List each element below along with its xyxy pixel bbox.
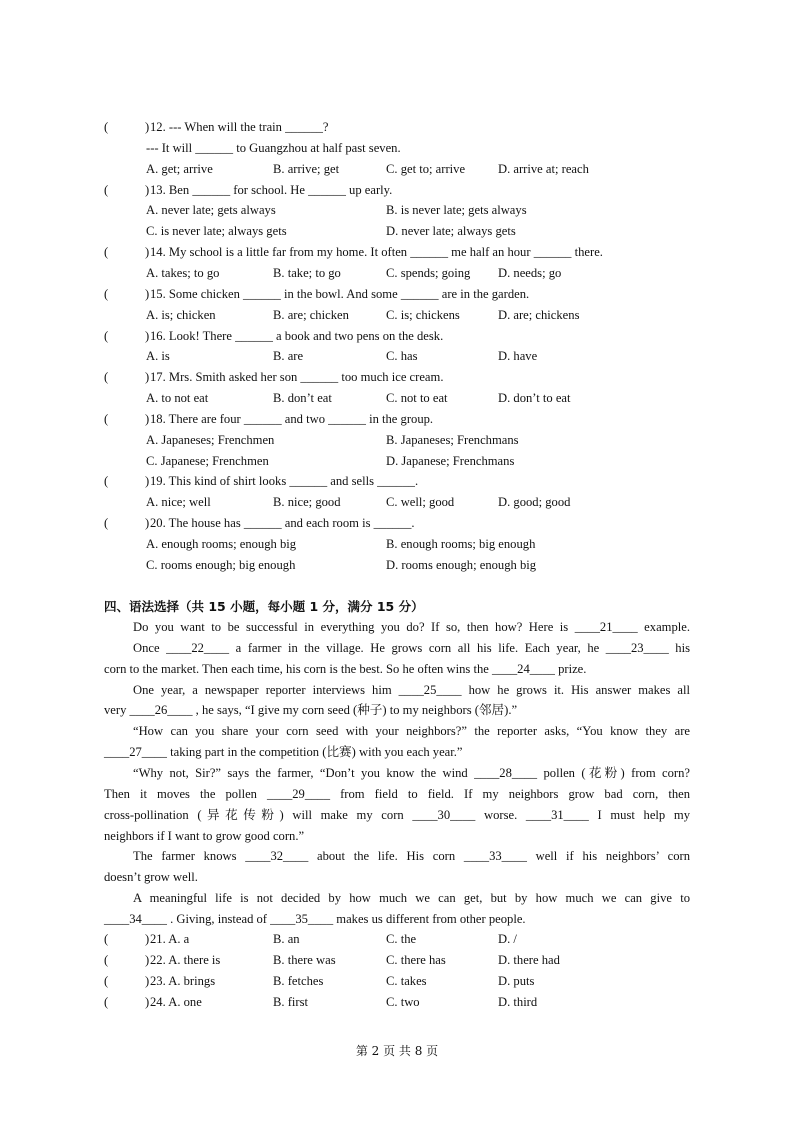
option-b: B. nice; good xyxy=(273,495,341,510)
choice-number-and-a xyxy=(150,929,189,950)
option-c: C. has xyxy=(386,349,418,364)
page-footer: 第 2 页 共 8 页 xyxy=(355,1044,439,1058)
choice-number-and-a xyxy=(150,950,220,971)
answer-paren-open: ( xyxy=(104,286,109,301)
passage-line: ____27____ taking part in the competition (比赛) with you each year.” xyxy=(104,745,463,760)
question-text: --- When will the train ______? xyxy=(168,120,329,134)
question-stem xyxy=(150,326,443,347)
option-d: D. needs; go xyxy=(498,265,562,280)
question-row xyxy=(0,471,794,492)
question-number: 21. xyxy=(150,932,166,946)
option-b: B. are xyxy=(273,349,304,364)
passage-line: The farmer knows ____32____ about the life. His corn ____33____ well if his neighbors’ corn xyxy=(133,849,690,864)
options-row xyxy=(0,159,794,180)
question-number: 14. xyxy=(150,245,166,260)
question-text: Look! There ______ a book and two pens on the desk. xyxy=(168,328,444,343)
answer-paren-open: ( xyxy=(104,952,109,967)
option-d: D. rooms enough; enough big xyxy=(386,557,537,572)
option-b: B. enough rooms; big enough xyxy=(386,537,536,551)
option-a: A. brings xyxy=(168,973,216,988)
question-number: 23. xyxy=(150,973,166,988)
question-row xyxy=(0,117,794,138)
answer-paren-open: ( xyxy=(104,516,109,531)
option-b: B. fetches xyxy=(273,973,324,988)
option-b: B. Japaneses; Frenchmans xyxy=(386,432,519,447)
cloze-choice-row xyxy=(0,992,794,1013)
option-b: B. there was xyxy=(273,952,336,967)
choice-number-and-a xyxy=(150,971,215,992)
option-a: A. get; arrive xyxy=(146,161,213,176)
option-a: A. to not eat xyxy=(146,391,209,406)
option-c: C. not to eat xyxy=(386,391,448,406)
options-row xyxy=(0,534,794,555)
option-a: A. is xyxy=(146,349,170,364)
answer-paren-close: ) xyxy=(145,245,150,260)
answer-paren-close: ) xyxy=(145,286,150,301)
option-d: D. arrive at; reach xyxy=(498,161,589,176)
passage-line: A meaningful life is not decided by how much we can get, but by how much we can give to xyxy=(133,891,690,906)
option-a: A. is; chicken xyxy=(146,307,216,322)
question-text: There are four ______ and two ______ in the group. xyxy=(168,411,434,426)
passage-line: Then it moves the pollen ____29____ from field to field. If my neighbors grow bad corn, then xyxy=(104,786,690,801)
question-stem xyxy=(150,284,529,305)
options-row xyxy=(0,263,794,284)
passage-line: One year, a newspaper reporter interviews him ____25____ how he grows it. His answer makes all xyxy=(133,682,690,697)
question-number: 24. xyxy=(150,994,166,1009)
options-row xyxy=(0,430,794,451)
option-d: D. third xyxy=(498,994,538,1009)
passage-line: very ____26____ , he says, “I give my corn seed (种子) to my neighbors (邻居).” xyxy=(104,703,518,718)
question-stem xyxy=(150,367,443,388)
passage-line: ____34____ . Giving, instead of ____35____ makes us different from other people. xyxy=(104,911,526,926)
question-row xyxy=(0,242,794,263)
option-c: C. is; chickens xyxy=(386,307,460,322)
answer-paren-close: ) xyxy=(145,328,150,343)
passage-line: “How can you share your corn seed with your neighbors?” the reporter asks, “You know they are xyxy=(133,724,690,739)
question-text: Mrs. Smith asked her son ______ too much ice cream. xyxy=(168,370,444,385)
option-c: C. there has xyxy=(386,952,446,967)
option-b: B. an xyxy=(273,932,300,946)
option-c: C. two xyxy=(386,994,420,1009)
question-stem xyxy=(150,242,603,263)
answer-paren-open: ( xyxy=(104,245,109,260)
answer-paren-close: ) xyxy=(145,411,150,426)
option-b: B. are; chicken xyxy=(273,307,349,322)
question-stem xyxy=(150,409,433,430)
question-number: 17. xyxy=(150,370,166,385)
option-a: A. nice; well xyxy=(146,495,211,510)
answer-paren-open: ( xyxy=(104,474,109,489)
answer-paren-close: ) xyxy=(145,370,150,385)
option-d: D. never late; always gets xyxy=(386,224,516,239)
question-stem xyxy=(150,117,329,138)
question-stem xyxy=(150,471,418,492)
options-row xyxy=(0,388,794,409)
options-row xyxy=(0,221,794,242)
answer-paren-open: ( xyxy=(104,120,109,134)
answer-paren-open: ( xyxy=(104,411,109,426)
options-row xyxy=(0,492,794,513)
options-row xyxy=(0,200,794,221)
question-stem-continued xyxy=(0,138,794,159)
question-number: 16. xyxy=(150,328,166,343)
option-d: D. puts xyxy=(498,973,535,988)
option-a: A. never late; gets always xyxy=(146,203,276,218)
passage-line: cross-pollination (异花传粉) will make my corn ____30____ worse. ____31____ I must help my xyxy=(104,807,690,822)
answer-paren-close: ) xyxy=(145,932,150,946)
answer-paren-open: ( xyxy=(104,182,109,197)
question-text-continued: --- It will ______ to Guangzhou at half past seven. xyxy=(146,140,401,155)
answer-paren-close: ) xyxy=(145,973,150,988)
option-c: C. well; good xyxy=(386,495,455,510)
question-number: 12. xyxy=(150,120,166,134)
option-c: C. is never late; always gets xyxy=(146,224,287,239)
answer-paren-close: ) xyxy=(145,516,150,531)
question-number: 20. xyxy=(150,516,166,531)
answer-paren-close: ) xyxy=(145,952,150,967)
option-d: D. don’t to eat xyxy=(498,391,571,406)
question-row xyxy=(0,409,794,430)
option-b: B. arrive; get xyxy=(273,161,340,176)
options-row xyxy=(0,305,794,326)
passage-line: corn to the market. Then each time, his corn is the best. So he often wins the ____24____ prize. xyxy=(104,661,587,676)
question-text: The house has ______ and each room is ______. xyxy=(168,516,415,531)
option-c: C. get to; arrive xyxy=(386,161,466,176)
answer-paren-open: ( xyxy=(104,328,109,343)
question-row xyxy=(0,513,794,534)
option-b: B. don’t eat xyxy=(273,391,332,406)
option-c: C. Japanese; Frenchmen xyxy=(146,453,269,468)
options-row xyxy=(0,555,794,576)
option-d: D. have xyxy=(498,349,538,364)
option-d: D. are; chickens xyxy=(498,307,580,322)
passage-line: Once ____22____ a farmer in the village. He grows corn all his life. Each year, he ____23____ his xyxy=(133,640,690,655)
option-d: D. there had xyxy=(498,952,560,967)
answer-paren-open: ( xyxy=(104,994,109,1009)
option-d: D. / xyxy=(498,932,517,946)
option-c: C. spends; going xyxy=(386,265,471,280)
answer-paren-close: ) xyxy=(145,120,150,134)
cloze-choice-row xyxy=(0,929,794,950)
option-b: B. is never late; gets always xyxy=(386,203,527,218)
question-text: Ben ______ for school. He ______ up early. xyxy=(168,182,393,197)
answer-paren-open: ( xyxy=(104,370,109,385)
question-number: 13. xyxy=(150,182,166,197)
question-stem xyxy=(150,513,415,534)
option-a: A. takes; to go xyxy=(146,265,220,280)
answer-paren-close: ) xyxy=(145,182,150,197)
option-a: A. one xyxy=(168,994,202,1009)
answer-paren-open: ( xyxy=(104,932,109,946)
choice-number-and-a xyxy=(150,992,202,1013)
option-c: C. rooms enough; big enough xyxy=(146,557,296,572)
option-a: A. enough rooms; enough big xyxy=(146,537,297,551)
options-row xyxy=(0,451,794,472)
question-stem xyxy=(150,180,392,201)
question-number: 19. xyxy=(150,474,166,489)
question-number: 15. xyxy=(150,286,166,301)
question-text: This kind of shirt looks ______ and sells ______. xyxy=(168,474,419,489)
passage-line: “Why not, Sir?” says the farmer, “Don’t you know the wind ____28____ pollen (花粉) from corn? xyxy=(133,765,690,780)
question-row xyxy=(0,326,794,347)
question-number: 18. xyxy=(150,411,166,426)
option-a: A. a xyxy=(168,932,190,946)
option-b: B. first xyxy=(273,994,308,1009)
question-text: Some chicken ______ in the bowl. And some ______ are in the garden. xyxy=(168,286,530,301)
option-a: A. Japaneses; Frenchmen xyxy=(146,432,275,447)
question-row xyxy=(0,367,794,388)
question-text: My school is a little far from my home. It often ______ me half an hour ______ there. xyxy=(168,245,603,260)
section-title: 四、语法选择（共 15 小题，每小题 1 分，满分 15 分） xyxy=(104,599,424,614)
answer-paren-open: ( xyxy=(104,973,109,988)
question-number: 22. xyxy=(150,952,166,967)
answer-paren-close: ) xyxy=(145,474,150,489)
question-row xyxy=(0,180,794,201)
answer-paren-close: ) xyxy=(145,994,150,1009)
option-d: D. good; good xyxy=(498,495,571,510)
option-c: C. takes xyxy=(386,973,427,988)
option-b: B. take; to go xyxy=(273,265,341,280)
options-row xyxy=(0,346,794,367)
cloze-choice-row xyxy=(0,950,794,971)
question-row xyxy=(0,284,794,305)
passage-line: doesn’t grow well. xyxy=(104,870,198,885)
passage-line: neighbors if I want to grow good corn.” xyxy=(104,828,305,843)
option-a: A. there is xyxy=(168,952,221,967)
option-d: D. Japanese; Frenchmans xyxy=(386,453,515,468)
option-c: C. the xyxy=(386,932,417,946)
passage-line: Do you want to be successful in everything you do? If so, then how? Here is ____21____ example. xyxy=(133,620,690,634)
cloze-choice-row xyxy=(0,971,794,992)
